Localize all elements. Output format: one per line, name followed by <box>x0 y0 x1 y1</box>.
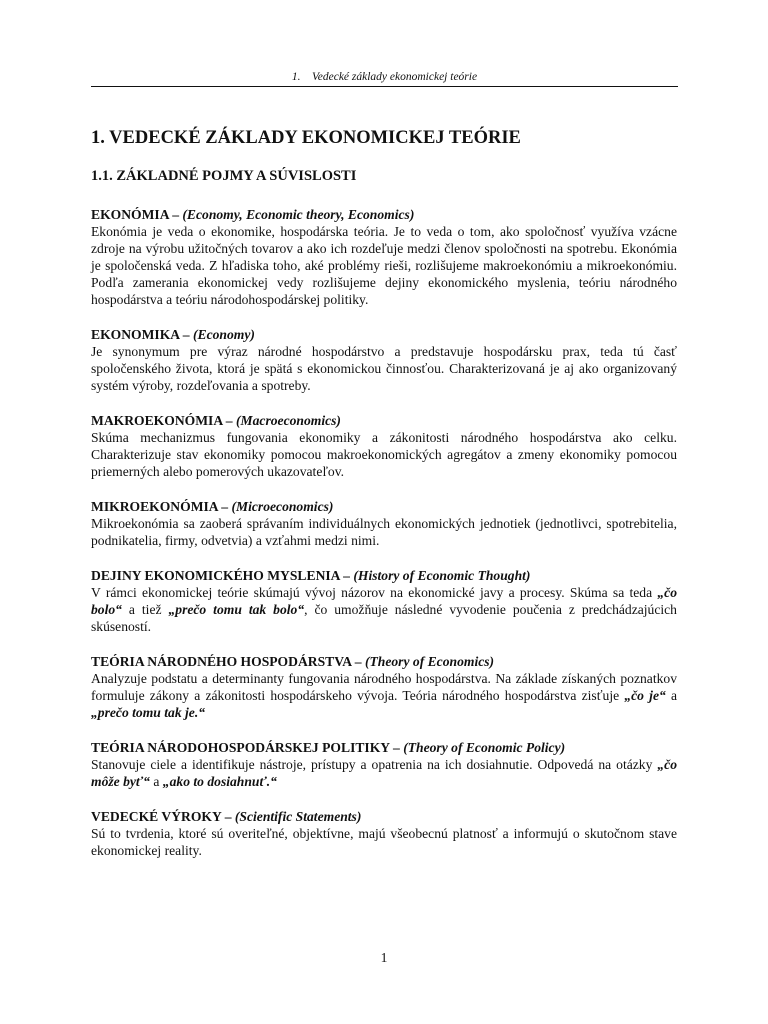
term-name: EKONÓMIA <box>91 207 169 222</box>
term-heading <box>91 206 677 223</box>
emphasized-quote: „prečo tomu tak je.“ <box>91 705 206 720</box>
term-name: MIKROEKONÓMIA <box>91 499 218 514</box>
term-block <box>91 739 677 790</box>
term-dash: – <box>221 809 235 824</box>
term-heading <box>91 412 677 429</box>
page-number: 1 <box>380 950 388 965</box>
term-english-name: (Microeconomics) <box>231 499 334 514</box>
term-definition: Skúma mechanizmus fungovania ekonomiky a zákonitosti národného hospodárstva ako celku. Charakterizuje stav ekonomiky pomocou makroekonomických agregátov a zmeny ekonomiky pomocou priemerných alebo pomerových ukazovateľov. <box>91 430 677 479</box>
term-heading <box>91 567 677 584</box>
emphasized-quote: „ako to dosiahnuť.“ <box>162 774 277 789</box>
term-name: VEDECKÉ VÝROKY <box>91 809 222 824</box>
term-english-name: (Economy, Economic theory, Economics) <box>182 207 415 222</box>
term-definition: Je synonymum pre výraz národné hospodárstvo a predstavuje hospodársku prax, teda tú časť spoločenského života, ktorá je spätá s ekonomickou činnosťou. Charakterizovaná je aj ako organizovaný systém výroby, rozdeľovania a spotreby. <box>91 344 677 393</box>
running-header: 1. Vedecké základy ekonomickej teórie <box>291 71 478 83</box>
definition-text: Stanovuje ciele a identifikuje nástroje, prístupy a opatrenia na ich dosiahnutie. Odpovedá na otázky <box>91 757 658 772</box>
term-name: EKONOMIKA <box>91 327 180 342</box>
term-block <box>91 653 677 721</box>
term-definition <box>91 584 677 635</box>
chapter-title: 1. VEDECKÉ ZÁKLADY EKONOMICKEJ TEÓRIE <box>91 128 521 148</box>
term-definition: Sú to tvrdenia, ktoré sú overiteľné, objektívne, majú všeobecnú platnosť a informujú o skutočnom stave ekonomickej reality. <box>91 826 677 858</box>
definition-text: Analyzuje podstatu a determinanty fungovania národného hospodárstva. Na základe získaných poznatkov formuluje zákony a zákonitosti hospodárskeho vývoja. Teória národného hospodárstva zisťuje <box>91 671 677 703</box>
term-definition <box>91 756 677 790</box>
term-heading <box>91 498 677 515</box>
term-block <box>91 326 677 394</box>
term-definition: Ekonómia je veda o ekonomike, hospodárska teória. Je to veda o tom, ako spoločnosť využíva vzácne zdroje na výrobu užitočných tovarov a ako ich rozdeľuje medzi členov spoločnosti na spotrebu. Ekonómia je spoločenská veda. Z hľadiska toho, aké problémy rieši, rozlišujeme makroekonómiu a mikroekonómiu. Podľa zamerania ekonomickej vedy rozlišujeme dejiny ekonomického myslenia, teóriu národného hospodárstva a teóriu národohospodárskej politiky. <box>91 224 677 307</box>
definition-text: , čo umožňuje následné vyvodenie poučenia z predchádzajúcich skúseností. <box>91 602 677 634</box>
term-english-name: (Scientific Statements) <box>234 809 362 824</box>
definition-text: a tiež <box>121 602 169 617</box>
term-dash: – <box>168 207 183 222</box>
definition-text: a <box>665 688 678 703</box>
term-list <box>91 206 677 859</box>
term-heading <box>91 326 677 343</box>
definition-text: V rámci ekonomickej teórie skúmajú vývoj názorov na ekonomické javy a procesy. Skúma sa teda <box>91 585 658 600</box>
definition-text: a <box>149 774 163 789</box>
term-name: TEÓRIA NÁRODNÉHO HOSPODÁRSTVA <box>91 654 352 669</box>
term-dash: – <box>217 499 232 514</box>
term-english-name: (Macroeconomics) <box>236 413 341 428</box>
header-rule <box>91 86 678 87</box>
term-name: TEÓRIA NÁRODOHOSPODÁRSKEJ POLITIKY <box>91 740 390 755</box>
term-definition: Mikroekonómia sa zaoberá správaním individuálnych ekonomických jednotiek (jednotlivci, spotrebitelia, podnikatelia, firmy, odvetvia) a vzťahmi medzi nimi. <box>91 516 677 548</box>
term-heading <box>91 739 677 756</box>
emphasized-quote: „čo môže byť“ <box>91 757 677 789</box>
section-title: 1.1. ZÁKLADNÉ POJMY A SÚVISLOSTI <box>91 168 357 184</box>
term-english-name: (Theory of Economic Policy) <box>403 740 566 755</box>
term-heading <box>91 653 677 670</box>
term-english-name: (Theory of Economics) <box>364 654 495 669</box>
term-dash: – <box>389 740 404 755</box>
term-name: MAKROEKONÓMIA <box>91 413 223 428</box>
term-definition <box>91 670 677 721</box>
term-name: DEJINY EKONOMICKÉHO MYSLENIA <box>91 568 340 583</box>
term-dash: – <box>339 568 354 583</box>
term-dash: – <box>351 654 365 669</box>
term-dash: – <box>179 327 193 342</box>
page-content <box>91 126 677 859</box>
term-heading <box>91 808 677 825</box>
term-english-name: (History of Economic Thought) <box>353 568 531 583</box>
emphasized-quote: „prečo tomu tak bolo“ <box>168 602 305 617</box>
emphasized-quote: „čo bolo“ <box>91 585 677 617</box>
term-block <box>91 206 677 308</box>
term-dash: – <box>222 413 236 428</box>
term-block <box>91 498 677 549</box>
term-block <box>91 808 677 859</box>
term-block <box>91 412 677 480</box>
term-english-name: (Economy) <box>192 327 255 342</box>
emphasized-quote: „čo je“ <box>624 688 666 703</box>
term-block <box>91 567 677 635</box>
